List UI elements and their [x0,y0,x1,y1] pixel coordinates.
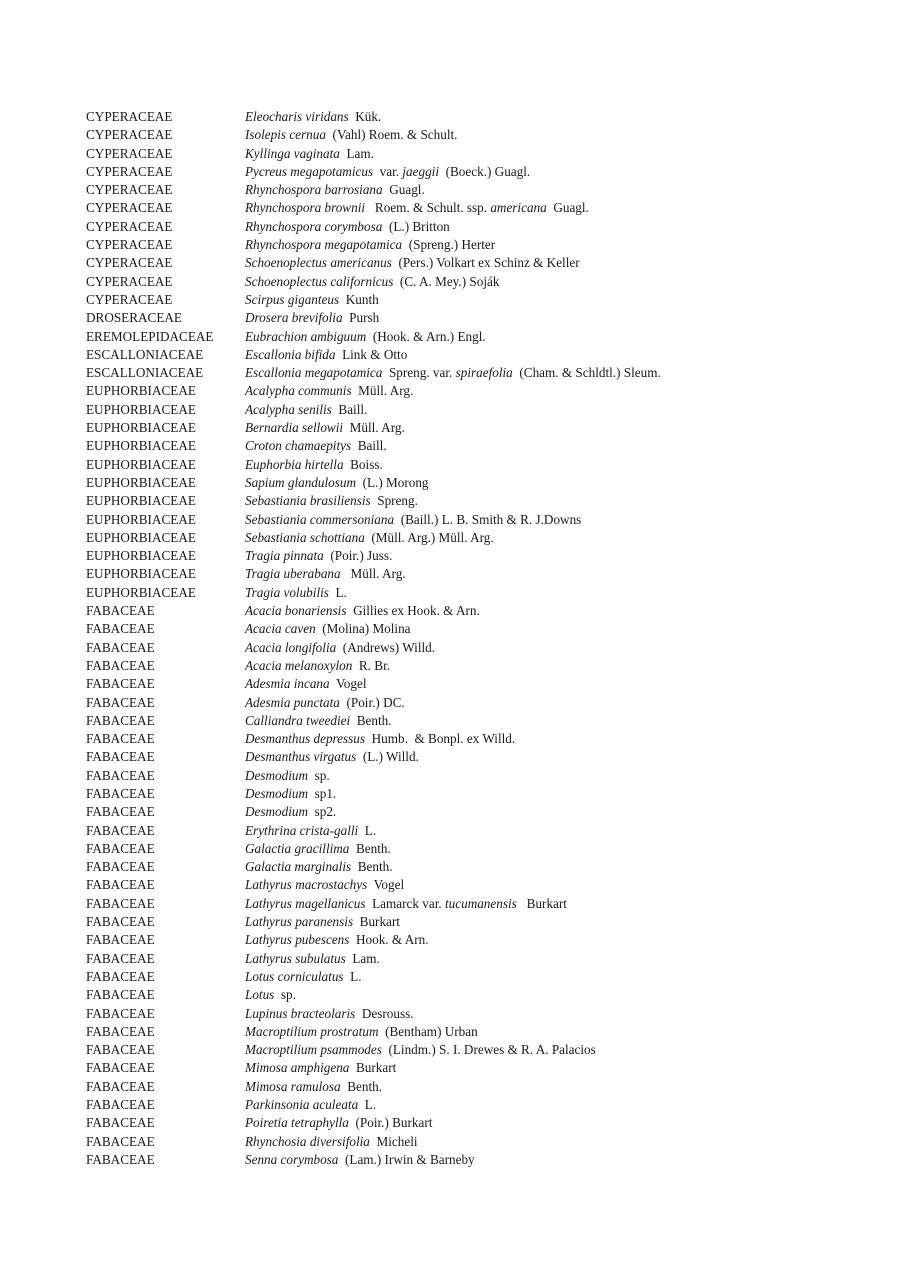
list-item [86,218,866,236]
taxon-authority: Müll. Arg. [340,566,406,582]
species-name [245,126,457,144]
list-item [86,767,866,785]
species-name [245,291,379,309]
family-name: FABACEAE [86,932,155,948]
list-item [86,291,866,309]
taxon-authority: (Poir.) Juss. [323,548,393,564]
taxon-authority: Müll. Arg. [351,383,414,399]
list-item [86,968,866,986]
taxon-epithet: Poiretia tetraphylla [245,1115,349,1131]
list-item [86,712,866,730]
taxon-authority: Humb. & Bonpl. ex Willd. [365,731,516,747]
taxon-epithet: Tragia pinnata [245,548,324,564]
species-name [245,620,411,638]
species-name [245,584,347,602]
species-name [245,273,499,291]
family-name: FABACEAE [86,731,155,747]
species-name [245,694,405,712]
taxon-authority: (Pers.) Volkart ex Schinz & Keller [391,255,580,271]
family-name: DROSERACEAE [86,310,182,326]
taxon-epithet: Pycreus megapotamicus [245,163,374,179]
taxon-authority: Baill. [331,401,368,417]
family-name: FABACEAE [86,1060,155,1076]
species-name [245,657,390,675]
list-item [86,840,866,858]
taxon-epithet: Lathyrus paranensis [245,914,354,930]
taxon-authority: sp2. [308,804,337,820]
taxon-epithet: Scirpus giganteus [245,291,340,307]
family-name: CYPERACEAE [86,145,173,161]
species-name [245,913,400,931]
species-name [245,986,296,1004]
taxon-epithet: Schoenoplectus americanus [245,255,392,271]
list-item [86,126,866,144]
list-item [86,803,866,821]
taxon-authority: (L.) Morong [356,474,429,490]
species-name [245,730,515,748]
taxon-authority: (Hook. & Arn.) Engl. [366,328,486,344]
list-item [86,1059,866,1077]
list-item [86,108,866,126]
family-name: CYPERACEAE [86,237,173,253]
family-name: EREMOLEPIDACEAE [86,328,214,344]
species-name [245,254,580,272]
taxon-authority: (Lindm.) S. I. Drewes & R. A. Palacios [381,1042,596,1058]
list-item [86,785,866,803]
family-name: ESCALLONIACEAE [86,365,204,381]
list-item [86,492,866,510]
taxon-authority: Benth. [349,840,391,856]
family-name: FABACEAE [86,804,155,820]
family-name: FABACEAE [86,895,155,911]
taxon-epithet: Lathyrus subulatus [245,950,346,966]
family-name: EUPHORBIACEAE [86,383,196,399]
taxon-authority: (C. A. Mey.) Soják [393,273,500,289]
taxon-authority: sp. [308,767,330,783]
family-name: EUPHORBIACEAE [86,438,196,454]
taxon-authority: (Molina) Molina [315,621,411,637]
species-name [245,547,392,565]
family-name: FABACEAE [86,657,155,673]
species-name [245,822,376,840]
list-item [86,401,866,419]
family-name: FABACEAE [86,1151,155,1167]
family-name: EUPHORBIACEAE [86,493,196,509]
family-name: FABACEAE [86,603,155,619]
list-item [86,474,866,492]
species-name [245,163,530,181]
list-item [86,657,866,675]
species-name [245,145,374,163]
family-name: EUPHORBIACEAE [86,474,196,490]
taxon-authority: Benth. [340,1078,383,1094]
species-name [245,492,418,510]
species-name [245,1023,478,1041]
family-name: CYPERACEAE [86,218,173,234]
family-name: FABACEAE [86,987,155,1003]
taxon-epithet: Eubrachion ambiguum [245,328,367,344]
species-name [245,712,392,730]
family-name: FABACEAE [86,785,155,801]
taxon-epithet: Rhynchospora brownii [245,200,366,216]
family-name: FABACEAE [86,1133,155,1149]
family-name: FABACEAE [86,1042,155,1058]
species-name [245,382,413,400]
taxon-authority: Spreng. var. [382,365,456,381]
taxon-authority: Micheli [369,1133,418,1149]
taxon-epithet: Drosera brevifolia [245,310,343,326]
species-name [245,1078,382,1096]
species-name [245,748,419,766]
species-list [86,108,866,1169]
taxon-authority: Burkart [516,895,567,911]
species-name [245,858,393,876]
taxon-epithet: Sebastiania commersoniana [245,511,395,527]
family-name: CYPERACEAE [86,273,173,289]
species-name [245,456,383,474]
taxon-epithet: Eleocharis viridans [245,109,349,124]
taxon-authority: (Poir.) Burkart [348,1115,433,1131]
taxon-authority: Guagl. [382,182,425,198]
taxon-authority: Benth. [351,859,393,875]
taxon-epithet: Desmodium [245,804,309,820]
list-item [86,346,866,364]
taxon-epithet: Euphorbia hirtella [245,456,344,472]
family-name: FABACEAE [86,1005,155,1021]
list-item [86,602,866,620]
list-item [86,1096,866,1114]
family-name: FABACEAE [86,767,155,783]
taxon-epithet: Lupinus bracteolaris [245,1005,356,1021]
taxon-epithet: Macroptilium psammodes [245,1042,382,1058]
family-name: EUPHORBIACEAE [86,584,196,600]
species-name [245,565,406,583]
taxon-epithet: Acacia bonariensis [245,603,347,619]
family-name: EUPHORBIACEAE [86,566,196,582]
species-name [245,474,429,492]
taxon-authority: var. [373,163,403,179]
family-name: EUPHORBIACEAE [86,456,196,472]
taxon-epithet: Mimosa ramulosa [245,1078,341,1094]
list-item [86,639,866,657]
species-name [245,785,336,803]
taxon-authority: L. [328,584,347,600]
taxon-epithet: Acacia melanoxylon [245,657,353,673]
list-item [86,1023,866,1041]
species-name [245,328,486,346]
taxon-epithet: Adesmia incana [245,676,330,692]
taxon-authority: Burkart [349,1060,397,1076]
taxon-authority: sp1. [308,785,337,801]
species-name [245,309,379,327]
list-item [86,328,866,346]
species-name [245,511,581,529]
list-item [86,913,866,931]
species-name [245,1151,475,1169]
list-item [86,1005,866,1023]
species-name [245,364,661,382]
taxon-authority: (Poir.) DC. [339,694,405,710]
family-name: FABACEAE [86,968,155,984]
family-name: CYPERACEAE [86,163,173,179]
taxon-epithet: Bernardia sellowii [245,420,344,436]
list-item [86,145,866,163]
taxon-authority: Roem. & Schult. ssp. [365,200,491,216]
taxon-epithet: Tragia uberabana [245,566,341,582]
taxon-epithet: Schoenoplectus californicus [245,273,394,289]
family-name: CYPERACEAE [86,200,173,216]
species-name [245,401,367,419]
family-name: FABACEAE [86,1115,155,1131]
family-name: FABACEAE [86,822,155,838]
taxon-epithet: spiraefolia [455,365,513,381]
family-name: CYPERACEAE [86,255,173,271]
list-item [86,181,866,199]
taxon-authority: Benth. [350,712,392,728]
taxon-epithet: Sapium glandulosum [245,474,356,490]
taxon-epithet: Croton chamaepitys [245,438,352,454]
species-name [245,1114,432,1132]
family-name: FABACEAE [86,1097,155,1113]
species-name [245,437,387,455]
taxon-authority: (Bentham) Urban [378,1023,478,1039]
taxon-authority: L. [358,822,377,838]
species-name [245,1096,376,1114]
list-item [86,1114,866,1132]
species-name [245,1133,418,1151]
list-item [86,822,866,840]
list-item [86,382,866,400]
taxon-authority: Guagl. [546,200,589,216]
list-item [86,858,866,876]
taxon-authority: Hook. & Arn. [349,932,429,948]
taxon-epithet: Acacia longifolia [245,639,337,655]
family-name: FABACEAE [86,877,155,893]
taxon-epithet: Lotus corniculatus [245,968,344,984]
taxon-epithet: Calliandra tweediei [245,712,351,728]
taxon-epithet: Rhynchosia diversifolia [245,1133,370,1149]
species-name [245,199,589,217]
species-name [245,529,494,547]
species-name [245,1005,414,1023]
list-item [86,876,866,894]
species-name [245,895,567,913]
family-name: EUPHORBIACEAE [86,529,196,545]
taxon-epithet: jaeggii [402,163,440,179]
list-item [86,748,866,766]
taxon-authority: Gillies ex Hook. & Arn. [346,603,480,619]
list-item [86,309,866,327]
taxon-epithet: Lathyrus pubescens [245,932,350,948]
taxon-authority: (Andrews) Willd. [336,639,436,655]
taxon-epithet: Lathyrus macrostachys [245,877,368,893]
taxon-authority: Kunth [339,291,379,307]
taxon-authority: (Boeck.) Guagl. [439,163,531,179]
taxon-epithet: Senna corymbosa [245,1151,339,1167]
taxon-epithet: Desmodium [245,767,309,783]
list-item [86,437,866,455]
family-name: FABACEAE [86,914,155,930]
taxon-authority: Burkart [353,914,400,930]
taxon-epithet: Rhynchospora barrosiana [245,182,383,198]
list-item [86,986,866,1004]
taxon-authority: (Müll. Arg.) Müll. Arg. [364,529,494,545]
family-name: FABACEAE [86,1078,155,1094]
taxon-epithet: tucumanensis [444,895,517,911]
taxon-epithet: Rhynchospora corymbosa [245,218,383,234]
taxon-epithet: Adesmia punctata [245,694,340,710]
species-name [245,236,495,254]
family-name: CYPERACEAE [86,291,173,307]
species-name [245,218,450,236]
list-item [86,1151,866,1169]
family-name: FABACEAE [86,950,155,966]
taxon-authority: Lamarck var. [365,895,445,911]
taxon-epithet: Parkinsonia aculeata [245,1097,359,1113]
list-item [86,456,866,474]
species-name [245,675,367,693]
taxon-authority: Vogel [329,676,367,692]
list-item [86,199,866,217]
species-name [245,1041,596,1059]
taxon-authority: sp. [274,987,296,1003]
list-item [86,419,866,437]
list-item [86,1133,866,1151]
species-name [245,419,405,437]
taxon-epithet: Lathyrus magellanicus [245,895,366,911]
taxon-epithet: Galactia gracillima [245,840,350,856]
family-name: FABACEAE [86,840,155,856]
taxon-epithet: Acalypha senilis [245,401,332,417]
list-item [86,511,866,529]
taxon-authority: (L.) Britton [382,218,450,234]
list-item [86,950,866,968]
taxon-authority: L. [358,1097,377,1113]
taxon-epithet: Rhynchospora megapotamica [245,237,403,253]
list-item [86,675,866,693]
taxon-authority: R. Br. [352,657,391,673]
taxon-epithet: Galactia marginalis [245,859,352,875]
taxon-epithet: Mimosa amphigena [245,1060,350,1076]
family-name: CYPERACEAE [86,127,173,143]
taxon-authority: Spreng. [370,493,418,509]
taxon-authority: (Baill.) L. B. Smith & R. J.Downs [394,511,582,527]
taxon-epithet: Escallonia megapotamica [245,365,383,381]
taxon-authority: (Lam.) Irwin & Barneby [338,1151,475,1167]
family-name: EUPHORBIACEAE [86,511,196,527]
taxon-epithet: Sebastiania brasiliensis [245,493,371,509]
list-item [86,273,866,291]
taxon-authority: (L.) Willd. [356,749,419,765]
list-item [86,895,866,913]
species-name [245,602,480,620]
list-item [86,254,866,272]
taxon-authority: Vogel [367,877,405,893]
taxon-epithet: Desmanthus depressus [245,731,366,747]
list-item [86,364,866,382]
taxon-authority: Desrouss. [355,1005,414,1021]
list-item [86,236,866,254]
list-item [86,547,866,565]
taxon-epithet: Kyllinga vaginata [245,145,340,161]
family-name: ESCALLONIACEAE [86,346,204,362]
taxon-epithet: Acalypha communis [245,383,352,399]
species-name [245,803,336,821]
taxon-authority: Kük. [348,109,382,124]
taxon-authority: L. [343,968,362,984]
list-item [86,163,866,181]
family-name: EUPHORBIACEAE [86,548,196,564]
species-name [245,931,429,949]
family-name: FABACEAE [86,859,155,875]
species-name [245,840,391,858]
list-item [86,1041,866,1059]
taxon-authority: Baill. [351,438,387,454]
family-name: FABACEAE [86,749,155,765]
taxon-authority: Boiss. [343,456,383,472]
taxon-authority: Lam. [345,950,380,966]
taxon-authority: (Vahl) Roem. & Schult. [325,127,458,143]
species-name [245,346,407,364]
species-name [245,1059,396,1077]
species-name [245,181,425,199]
taxon-epithet: Macroptilium prostratum [245,1023,379,1039]
family-name: FABACEAE [86,1023,155,1039]
family-name: FABACEAE [86,694,155,710]
taxon-epithet: Sebastiania schottiana [245,529,365,545]
taxon-epithet: Acacia caven [245,621,316,637]
family-name: FABACEAE [86,639,155,655]
taxon-authority: Müll. Arg. [343,420,405,436]
species-name [245,108,381,126]
list-item [86,694,866,712]
species-name [245,876,404,894]
family-name: FABACEAE [86,621,155,637]
species-name [245,767,330,785]
taxon-epithet: Desmodium [245,785,309,801]
species-name [245,968,362,986]
taxon-epithet: Erythrina crista-galli [245,822,359,838]
taxon-epithet: Escallonia bifida [245,346,336,362]
taxon-authority: (Cham. & Schldtl.) Sleum. [512,365,661,381]
taxon-authority: Lam. [339,145,374,161]
taxon-authority: Link & Otto [335,346,408,362]
list-item [86,529,866,547]
taxon-epithet: Lotus [245,987,275,1003]
family-name: EUPHORBIACEAE [86,401,196,417]
species-name [245,950,380,968]
list-item [86,565,866,583]
species-name [245,639,435,657]
list-item [86,584,866,602]
list-item [86,730,866,748]
list-item [86,620,866,638]
list-item [86,931,866,949]
taxon-authority: (Spreng.) Herter [402,237,496,253]
taxon-epithet: Isolepis cernua [245,127,326,143]
list-item [86,1078,866,1096]
taxon-authority: Pursh [342,310,380,326]
taxon-epithet: americana [490,200,547,216]
family-name: CYPERACEAE [86,109,173,124]
family-name: FABACEAE [86,712,155,728]
family-name: EUPHORBIACEAE [86,420,196,436]
family-name: FABACEAE [86,676,155,692]
taxon-epithet: Desmanthus virgatus [245,749,357,765]
taxon-epithet: Tragia volubilis [245,584,329,600]
family-name: CYPERACEAE [86,182,173,198]
